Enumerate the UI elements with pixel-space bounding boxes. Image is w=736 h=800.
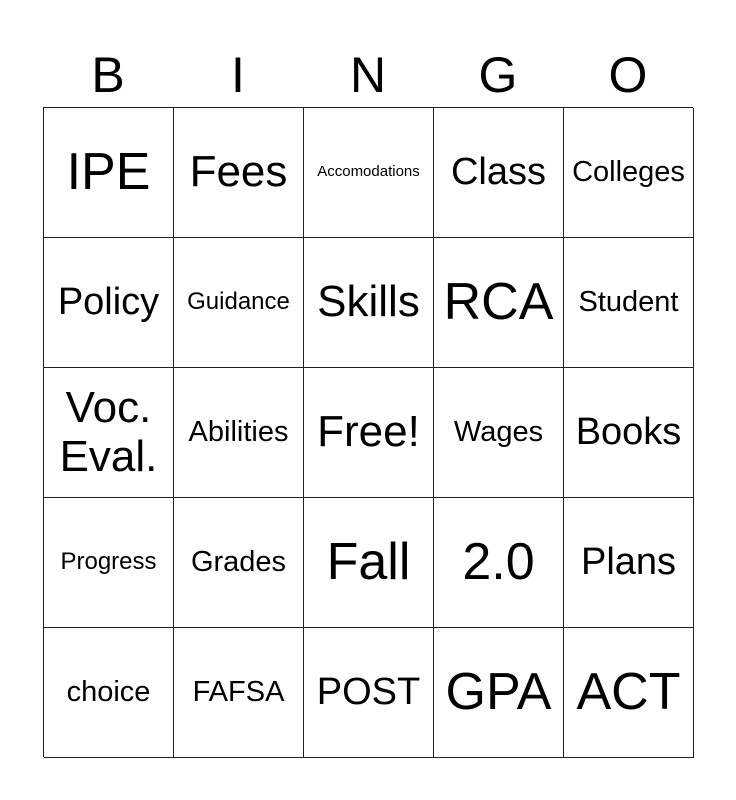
header-letter-i: I [231,47,245,103]
bingo-cell[interactable]: Plans [564,498,694,628]
bingo-cell[interactable]: Grades [174,498,304,628]
header-letter-n: N [349,47,387,103]
bingo-cell[interactable]: ACT [564,628,694,758]
bingo-cell[interactable]: Skills [304,238,434,368]
bingo-cell[interactable]: Books [564,368,694,498]
bingo-cell[interactable]: Fees [174,108,304,238]
bingo-cell[interactable]: Guidance [174,238,304,368]
bingo-header [43,45,693,105]
bingo-cell[interactable]: Policy [44,238,174,368]
bingo-cell[interactable]: Wages [434,368,564,498]
bingo-cell[interactable]: Colleges [564,108,694,238]
bingo-cell[interactable]: RCA [434,238,564,368]
header-letter-g: G [478,47,518,103]
bingo-cell free-space[interactable]: Free! [304,368,434,498]
header-letter-b: B [91,47,125,103]
bingo-cell[interactable]: Class [434,108,564,238]
bingo-cell[interactable]: Progress [44,498,174,628]
bingo-cell[interactable]: GPA [434,628,564,758]
bingo-cell[interactable]: choice [44,628,174,758]
bingo-board [43,107,693,757]
bingo-cell[interactable]: Voc. Eval. [44,368,174,498]
bingo-cell[interactable]: Accomodations [304,108,434,238]
bingo-cell[interactable]: Student [564,238,694,368]
bingo-cell[interactable]: Fall [304,498,434,628]
bingo-cell[interactable]: 2.0 [434,498,564,628]
bingo-cell[interactable]: IPE [44,108,174,238]
bingo-cell[interactable]: POST [304,628,434,758]
header-letter-o: O [608,47,648,103]
bingo-cell[interactable]: Abilities [174,368,304,498]
bingo-cell[interactable]: FAFSA [174,628,304,758]
